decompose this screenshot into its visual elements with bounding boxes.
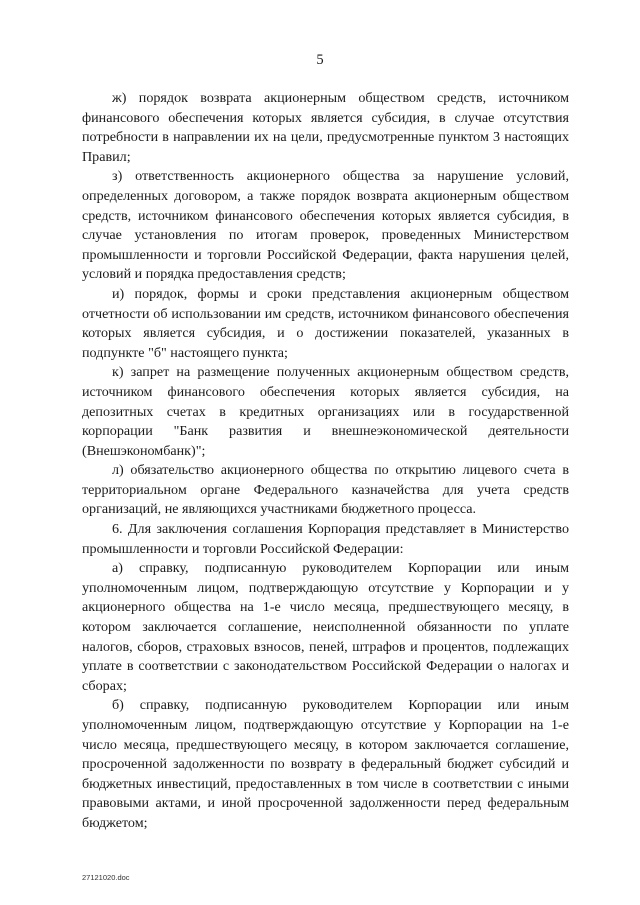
- document-body: [82, 89, 569, 834]
- paragraph-zh: ж) порядок возврата акционерным обществом средств, источником финансового обеспечения которых является субсидия, в случае отсутствия потребности в направлении их на цели, предусмотренные пунктом 3 настоящих Правил;: [82, 90, 569, 165]
- page-number: 5: [316, 52, 324, 68]
- paragraph-z: з) ответственность акционерного общества за нарушение условий, определенных договором, а также порядок возврата акционерным обществом средств, источником финансового обеспечения которых является субсидия, в случае установления по итогам проверок, проведенных Министерством промышленности и торговли Российской Федерации, факта нарушения целей, условий и порядка предоставления средств;: [82, 168, 569, 283]
- paragraph-a: а) справку, подписанную руководителем Корпорации или иным уполномоченным лицом, подтверждающую отсутствие у Корпорации и у акционерного общества на 1-е число месяца, предшествующего месяцу, в котором заключается соглашение, неисполненной обязанности по уплате налогов, сборов, страховых взносов, пеней, штрафов и процентов, подлежащих уплате в соответствии с законодательством Российской Федерации о налогах и сборах;: [82, 560, 569, 694]
- paragraph-l: л) обязательство акционерного общества по открытию лицевого счета в территориальном органе Федерального казначейства для учета средств организаций, не являющихся участниками бюджетного процесса.: [82, 462, 569, 518]
- footer-file-code: 27121020.doc: [82, 873, 130, 882]
- paragraph-item-6: 6. Для заключения соглашения Корпорация представляет в Министерство промышленности и торговли Российской Федерации:: [82, 521, 569, 557]
- paragraph-k: к) запрет на размещение полученных акционерным обществом средств, источником финансового обеспечения которых является субсидия, на депозитных счетах в кредитных организациях или в государственной корпорации "Банк развития и внешнеэкономической деятельности (Внешэкономбанк)";: [82, 364, 569, 459]
- paragraph-i: и) порядок, формы и сроки представления акционерным обществом отчетности об использовании им средств, источником финансового обеспечения которых является субсидия, и о достижении показателей, указанных в подпункте "б" настоящего пункта;: [82, 285, 569, 361]
- paragraph-b: б) справку, подписанную руководителем Корпорации или иным уполномоченным лицом, подтверждающую отсутствие у Корпорации на 1-е число месяца, предшествующего месяцу, в котором заключается соглашение, просроченной задолженности по возврату в федеральный бюджет субсидий и бюджетных инвестиций, предоставленных в том числе в соответствии с иными правовыми актами, и иной просроченной задолженности перед федеральным бюджетом;: [82, 697, 569, 831]
